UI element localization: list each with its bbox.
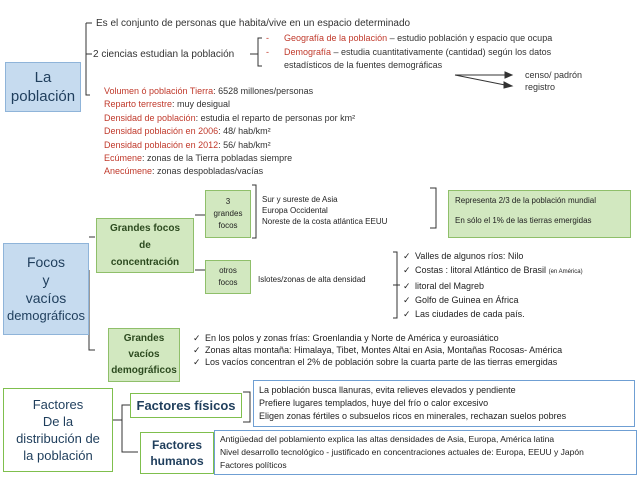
science-item-geografia [266,33,552,44]
section-title-line: la población [23,448,93,463]
box-line: Grandes focos [109,223,181,234]
list-item: Prefiere lugares templados, huye del frío o calor excesivo [259,398,489,408]
section-title-focos-vacios [3,243,89,335]
box-line: Factores [151,438,203,452]
section-title-line: distribución de [16,431,100,446]
box-line: humanos [150,454,204,468]
list-item: Noreste de la costa atlántica EEUU [262,217,388,226]
fact-label: Densidad población en 2006 [104,126,219,137]
list-item-text: litoral del Magreb [415,281,485,291]
list-item [193,356,562,368]
fact-value: : 6528 millones/personas [213,86,314,96]
science-desc-continued: estadísticos de la fuentes demográficas [284,60,443,70]
checkmark-icon: ✓ [193,333,201,343]
section-title-line: demográficos [6,308,86,323]
list-item [403,307,583,321]
fact-label: Volumen ó población Tierra [104,86,214,96]
fact-value: : 48/ hab/km² [218,126,271,137]
three-focos-box [205,190,251,238]
fact-label: Ecúmene [104,152,143,163]
list-item-text: Los vacíos concentran el 2% de población sobre la cuarta parte de las tierras emergidas [205,357,558,367]
fact-value: : zonas de la Tierra pobladas siempre [142,152,293,163]
fact-value: : 56/ hab/km² [218,139,271,150]
science-name: Demografía [284,47,332,57]
list-item: La población busca llanuras, evita relieves elevados y pendiente [259,385,516,395]
list-item: Europa Occidental [262,206,328,215]
fact-value: : zonas despobladas/vacías [152,166,264,177]
list-item [403,263,583,279]
note-line: En sólo el 1% de las tierras emergidas [455,216,592,225]
fact-item [104,140,355,151]
census-item: censo/ padrón [525,70,583,80]
box-line: focos [218,278,238,287]
checkmark-icon: ✓ [403,295,411,305]
fact-item [104,166,355,177]
list-item-text: Valles de algunos ríos: Nilo [415,251,524,261]
checkmark-icon: ✓ [193,357,201,367]
islotes-label: Islotes/zonas de alta densidad [258,275,366,284]
census-item: registro [525,82,556,92]
box-line: concentración [110,257,180,268]
section-title-factores [3,388,113,472]
science-bullet: - [266,33,269,43]
section-title-line: y [42,272,50,288]
checkmark-icon: ✓ [403,265,411,275]
sciences-list [266,33,552,71]
bracket-three-list [430,188,436,228]
checkmark-icon: ✓ [403,309,411,319]
list-item: Sur y sureste de Asia [262,195,338,204]
list-item-text: En los polos y zonas frías: Groenlandia y Norte de América y euroasiático [205,333,499,343]
factores-humanos-box [140,432,214,474]
vacios-list [193,332,562,368]
otros-focos-box [205,260,251,294]
factores-fisicos-label: Factores físicos [136,398,236,413]
sciences-label: 2 ciencias estudian la población [93,49,235,60]
box-line: grandes [213,209,243,218]
box-line: demográficos [111,365,177,376]
science-bullet: - [266,47,269,57]
fact-item [104,86,355,97]
factores-fisicos-box [130,393,242,418]
box-line: de [139,240,151,251]
list-item-text: Zonas altas montaña: Himalaya, Tibet, Montes Altai en Asia, Montañas Rocosas- América [205,345,563,355]
fact-item [104,99,355,110]
list-item: Eligen zonas fértiles o subsuelos ricos en minerales, rechazan suelos pobres [259,411,567,421]
bracket-section1 [86,23,90,95]
box-line: otros [219,266,237,275]
bracket-sciences [258,38,262,66]
section-title-la-poblacion [5,62,81,112]
science-desc: – estudio población y espacio que ocupa [387,33,553,43]
fact-item [104,113,355,124]
fact-item [104,153,355,164]
science-name: Geografía de la población [284,33,388,43]
three-focos-list [262,194,387,227]
box-line: focos [218,221,238,230]
definition-text: Es el conjunto de personas que habita/vive en un espacio determinado [96,18,411,29]
grandes-vacios-box [108,328,180,382]
checkmark-icon: ✓ [193,345,201,355]
section-title-line: población [10,88,76,105]
checkmark-icon: ✓ [403,251,411,261]
fact-item [104,126,355,137]
fact-label: Densidad población en 2012 [104,139,219,150]
list-item [403,249,583,263]
section-title-line: vacíos [25,290,67,306]
humanos-list [214,430,637,475]
list-item: Nivel desarrollo tecnológico - justificado en concentraciones actuales de: Europa, EEUU y Japón [220,447,584,457]
section-title-line: La [34,69,52,86]
list-item: Factores políticos [220,460,287,470]
list-item [403,293,583,307]
box-line: vacíos [128,349,160,360]
science-item-demografia [266,47,552,58]
list-item [193,344,562,356]
list-item-text: Costas : litoral Atlántico de Brasil [415,265,547,275]
bracket-three-focos [252,185,256,238]
section-title-line: De la [42,414,74,429]
list-item: Antigüedad del poblamiento explica las altas densidades de Asia, Europa, América latina [220,434,555,444]
grandes-focos-box [96,218,194,273]
fact-label: Reparto terrestre [104,99,173,110]
checkmark-icon: ✓ [403,281,411,291]
list-item-text: Golfo de Guinea en África [415,295,519,305]
note-box [448,190,631,238]
box-line: 3 [225,197,231,206]
fisicos-list [253,380,635,427]
fact-value: : muy desigual [172,99,231,110]
fact-label: Densidad de población [104,112,196,123]
note-line: Representa 2/3 de la población mundial [455,196,596,205]
section-title-line: Focos [26,254,66,270]
islotes-list [403,249,583,321]
box-line: Grandes [123,333,165,344]
section-title-line: Factores [32,397,84,412]
list-item-note: (en América) [548,269,583,275]
fact-value: : estudia el reparto de personas por km² [195,112,356,123]
list-item-text: Las ciudades de cada país. [415,309,525,319]
list-item [403,279,583,293]
science-desc: – estudia cuantitativamente (cantidad) según los datos [331,47,552,57]
fact-label: Anecúmene [104,166,153,177]
facts-list [104,86,355,177]
bracket-fisicos [243,392,250,422]
list-item [193,332,562,344]
